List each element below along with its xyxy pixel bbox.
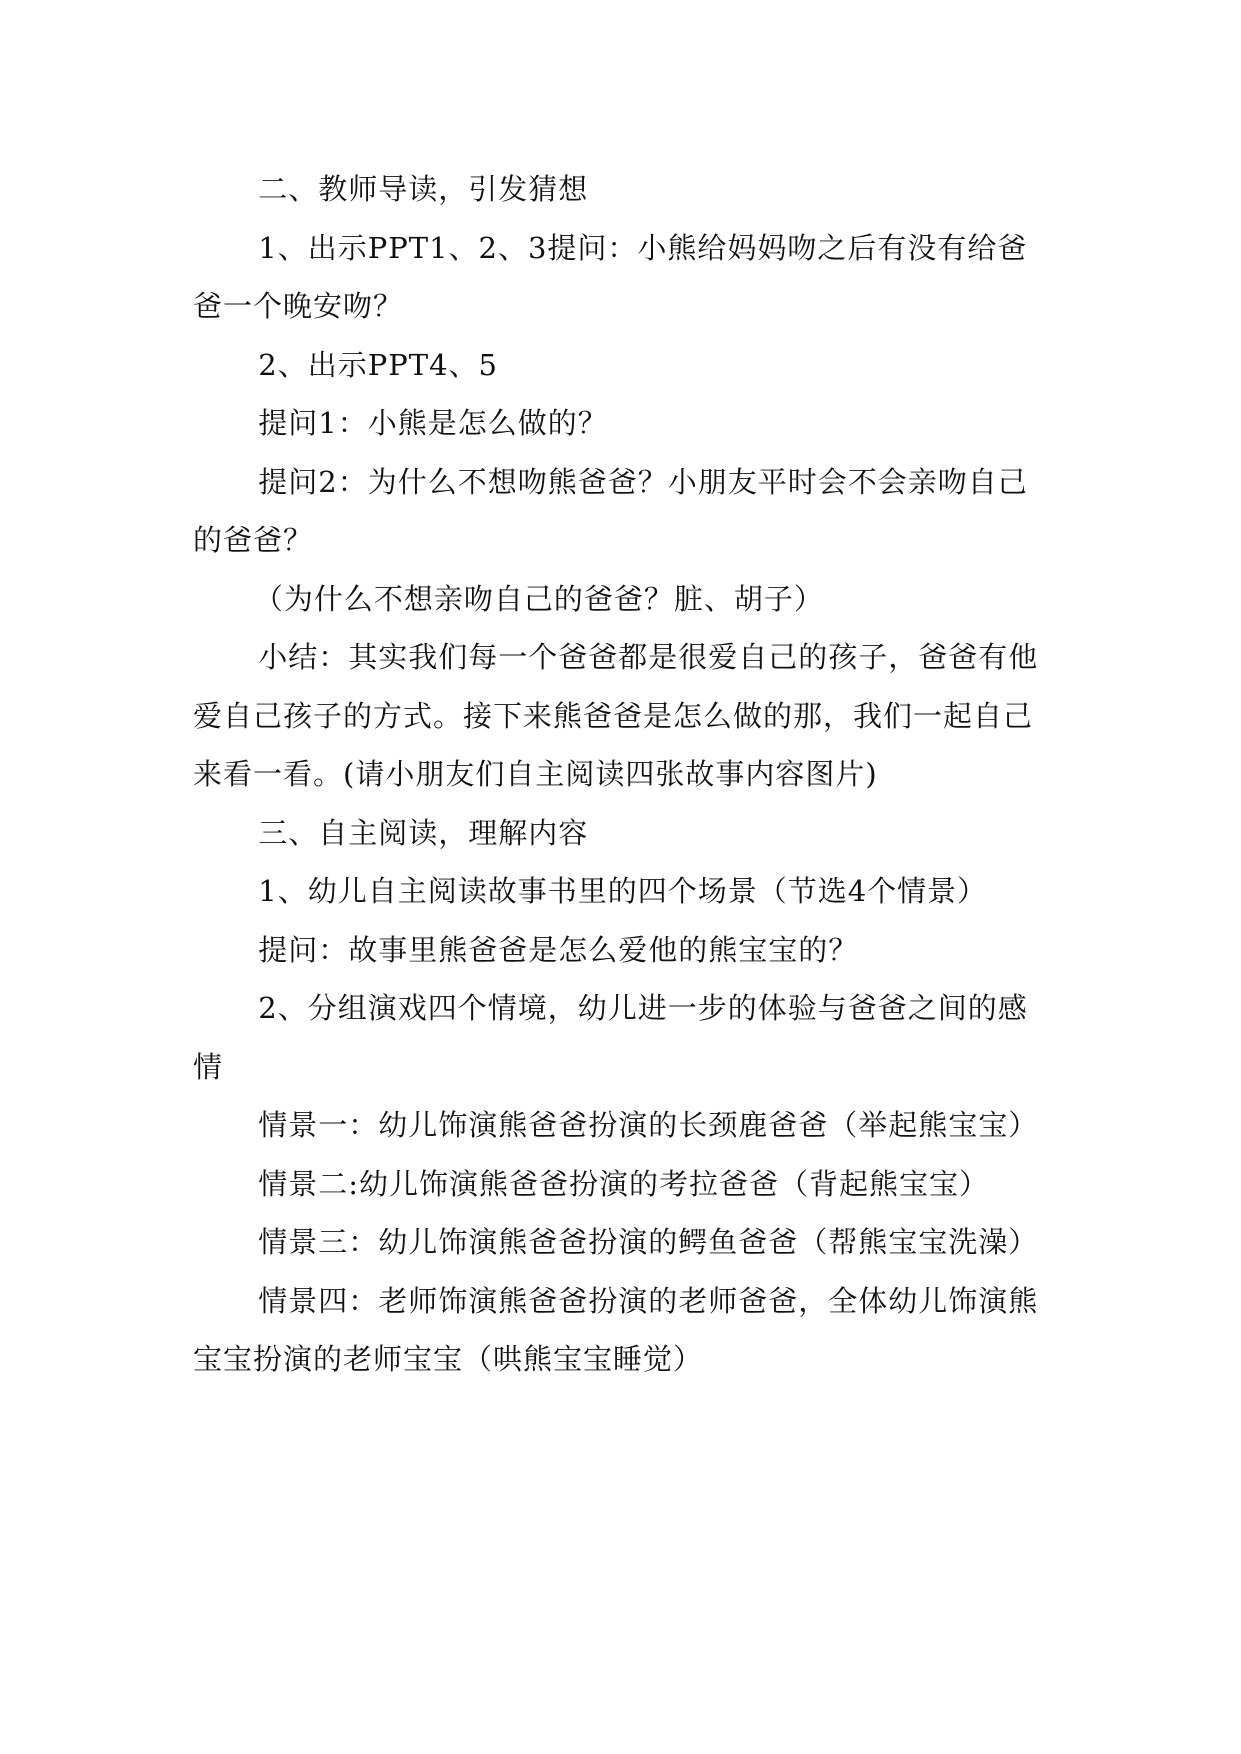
summary-paragraph: 小结：其实我们每一个爸爸都是很爱自己的孩子，爸爸有他爱自己孩子的方式。接下来熊爸爸是怎么做的那，我们一起自己来看一看。(请小朋友们自主阅读四张故事内容图片) [193,640,1039,791]
reading-step-2-paragraph: 2、分组演戏四个情境，幼儿进一步的体验与爸爸之间的感情 [193,991,1028,1084]
reading-question-paragraph: 提问：故事里熊爸爸是怎么爱他的熊宝宝的？ [258,932,859,967]
section-heading-guided-reading: 二、教师导读，引发猜想 [258,172,589,206]
question-1-paragraph: 提问1：小熊是怎么做的？ [258,406,608,440]
reading-step-1-paragraph: 1、幼儿自主阅读故事书里的四个场景（节选4个情景） [258,874,988,908]
scene-4-paragraph: 情景四：老师饰演熊爸爸扮演的老师爸爸，全体幼儿饰演熊宝宝扮演的老师宝宝（哄熊宝宝睡觉） [193,1283,1039,1376]
question-2-paragraph: 提问2：为什么不想吻熊爸爸？小朋友平时会不会亲吻自己的爸爸？ [193,464,1028,557]
section-heading-independent-reading: 三、自主阅读，理解内容 [258,815,589,850]
scene-2-paragraph: 情景二:幼儿饰演熊爸爸扮演的考拉爸爸（背起熊宝宝） [258,1166,990,1201]
note-paragraph: （为什么不想亲吻自己的爸爸？脏、胡子） [253,581,824,616]
step-2-paragraph: 2、出示PPT4、5 [258,347,498,382]
document-body [193,160,1055,1389]
step-1-paragraph: 1、出示PPT1、2、3提问：小熊给妈妈吻之后有没有给爸爸一个晚安吻？ [193,230,1028,323]
scene-3-paragraph: 情景三：幼儿饰演熊爸爸扮演的鳄鱼爸爸（帮熊宝宝洗澡） [258,1225,1039,1259]
scene-1-paragraph: 情景一：幼儿饰演熊爸爸扮演的长颈鹿爸爸（举起熊宝宝） [258,1108,1039,1142]
